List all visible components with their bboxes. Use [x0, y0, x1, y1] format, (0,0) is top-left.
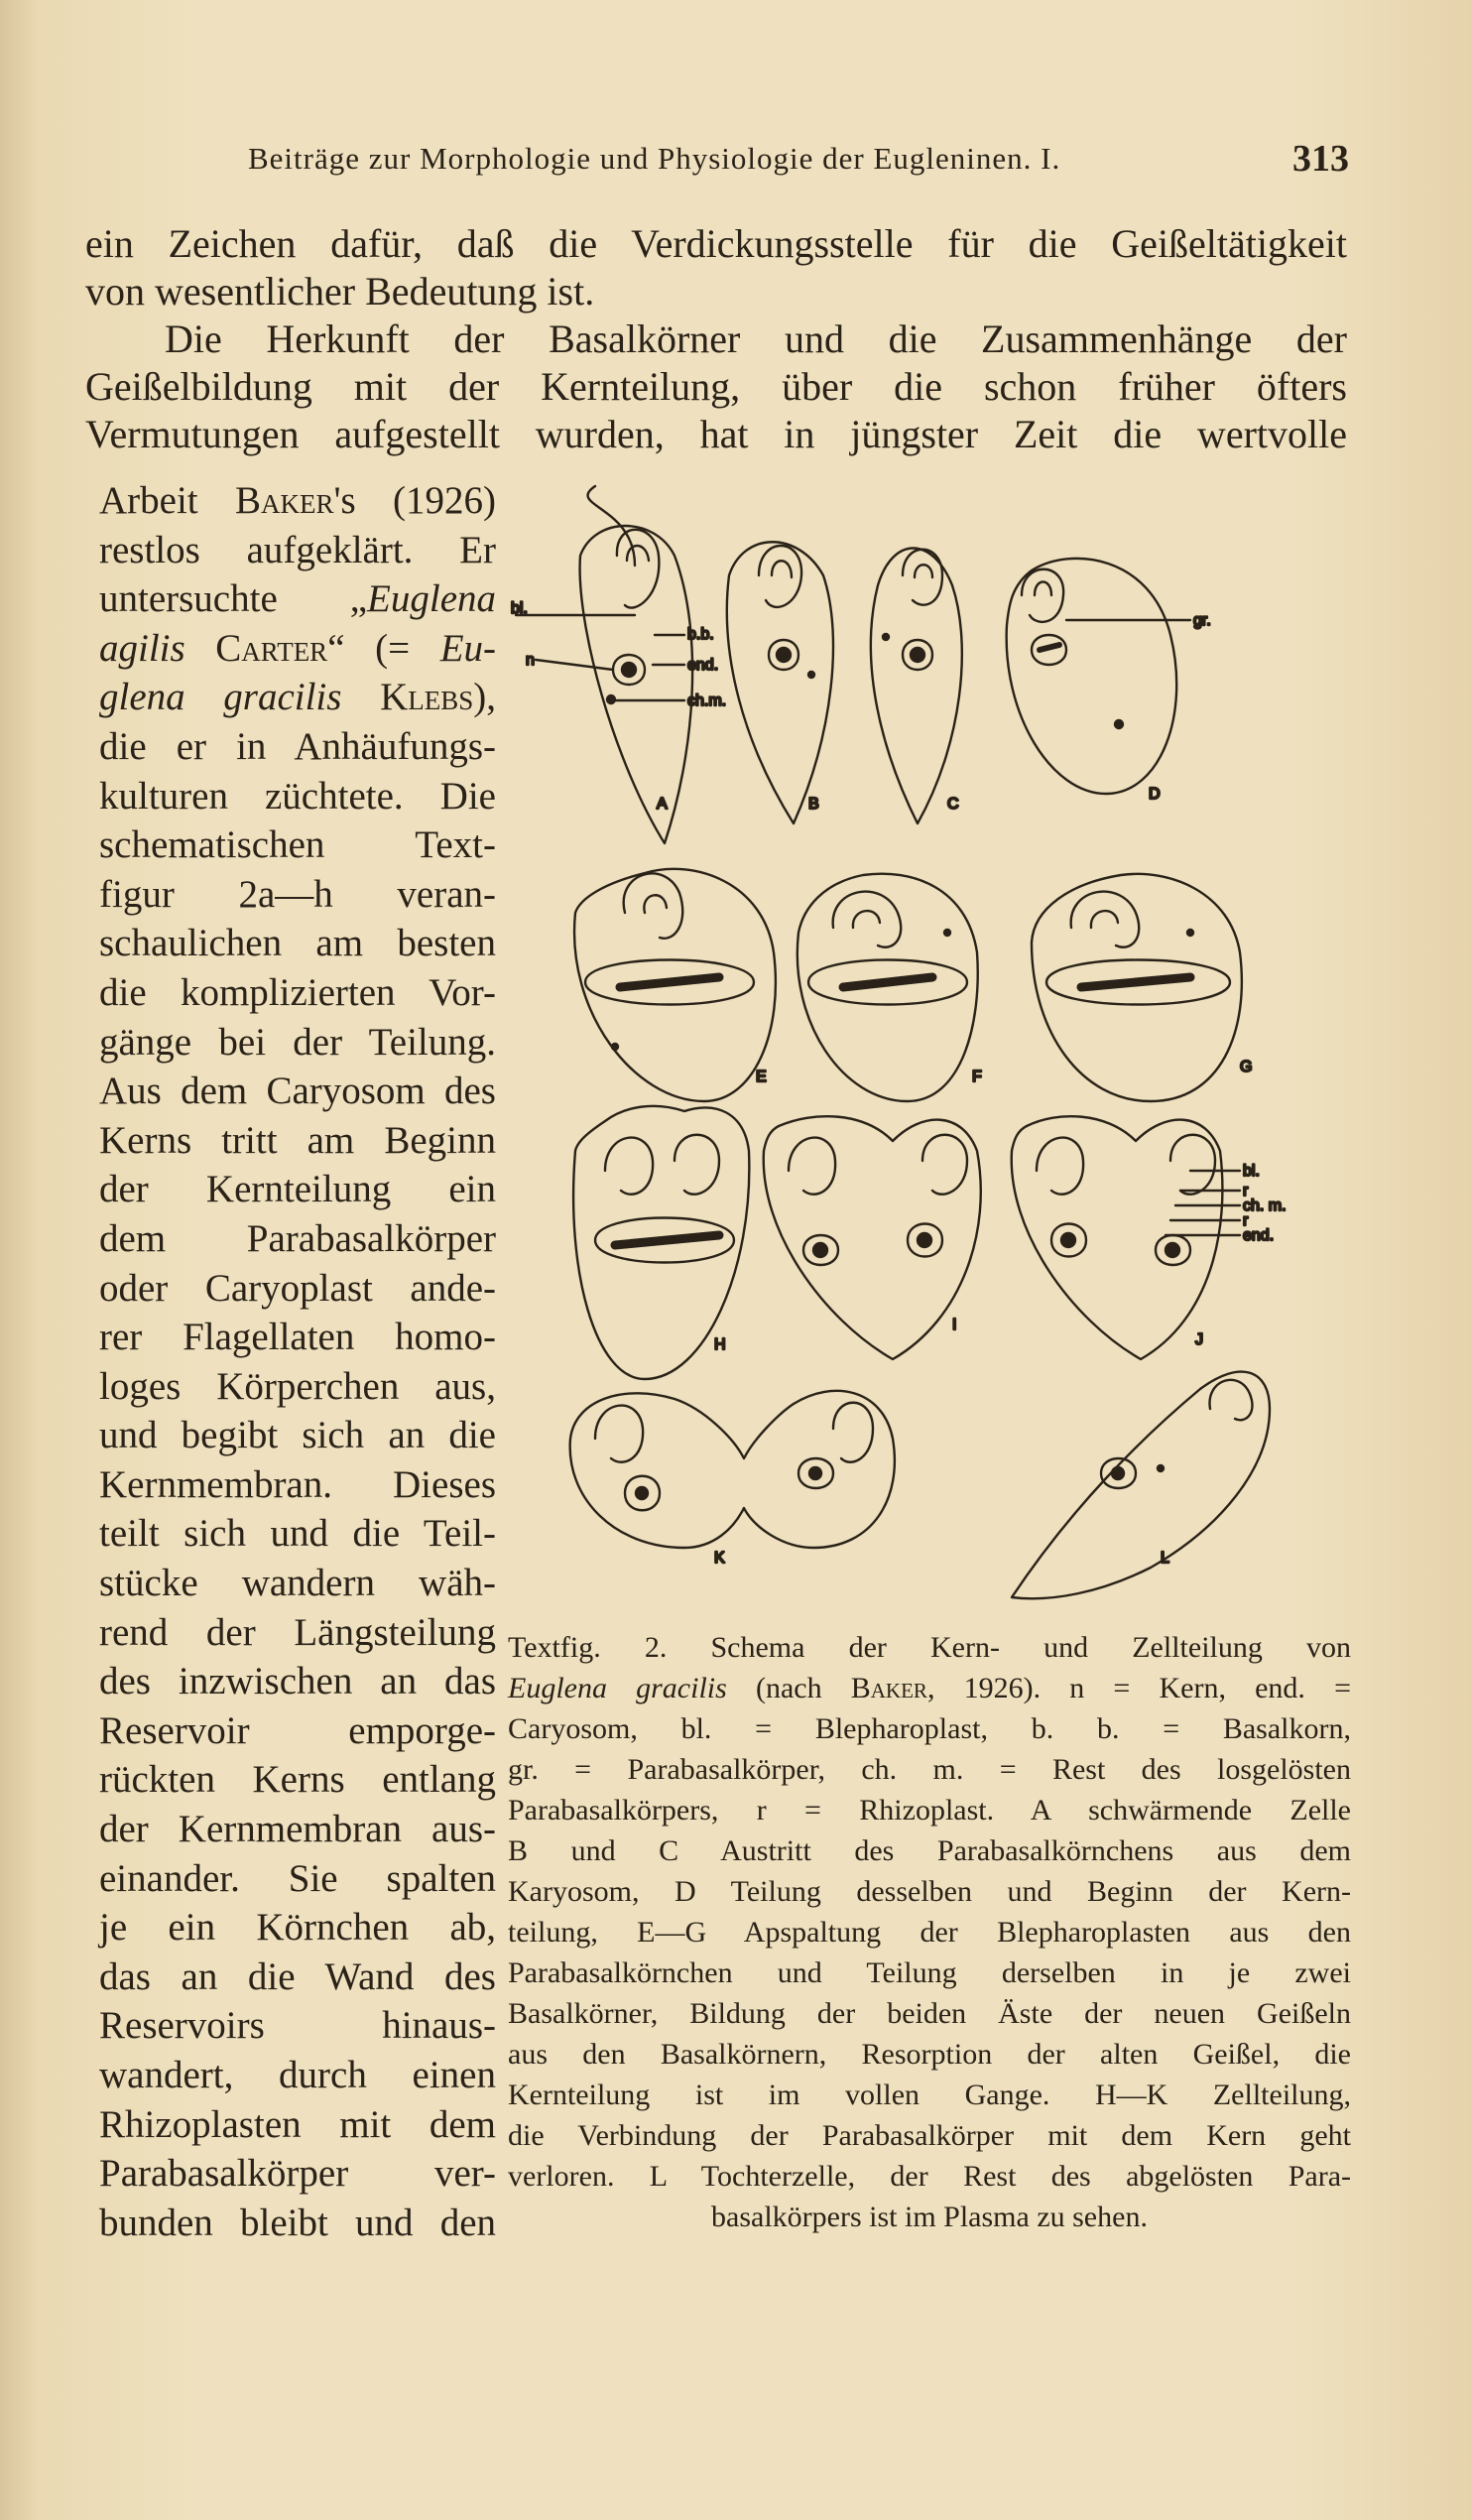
cell-c: [871, 549, 962, 824]
caption-line: Kernteilung ist im vollen Gange. H—K Zellteilung,: [508, 2079, 1351, 2111]
label-j: J: [1195, 1331, 1203, 1348]
text-line: Aus dem Caryosom des: [99, 1070, 496, 1113]
cell-k: [570, 1391, 895, 1548]
text-line: agilis Carter“ (= Eu-: [99, 626, 497, 670]
label-chm-j: ch. m.: [1243, 1197, 1287, 1214]
label-f: F: [972, 1069, 982, 1085]
body-text-top: [85, 220, 1347, 458]
text-line: die er in Anhäufungs-: [99, 724, 496, 768]
text-line: teilt sich und die Teil-: [99, 1512, 496, 1556]
caption-line: Textfig. 2. Schema der Kern- und Zellteilung von: [508, 1631, 1351, 1664]
text-line: Vermutungen aufgestellt wurden, hat in jüngster Zeit die wertvolle: [85, 412, 1347, 456]
page-number: 313: [1292, 138, 1349, 180]
label-c: C: [947, 796, 959, 813]
text-line: Parabasalkörper ver-: [99, 2152, 496, 2196]
text-line: glena gracilis Klebs),: [99, 676, 496, 719]
cell-a: [516, 486, 692, 843]
label-b: B: [808, 796, 819, 813]
label-chm: ch.m.: [687, 693, 727, 709]
text-line: einander. Sie spalten: [99, 1856, 496, 1900]
text-line: untersuchte „Euglena: [99, 577, 496, 621]
text-line: rend der Längsteilung: [99, 1610, 496, 1654]
text-line: restlos aufgeklärt. Er: [99, 528, 496, 571]
caption-line: aus den Basalkörnern, Resorption der alten Geißel, die: [508, 2038, 1351, 2071]
label-bl-j: bl.: [1243, 1163, 1260, 1180]
cell-f: [797, 874, 978, 1101]
caption-line: gr. = Parabasalkörper, ch. m. = Rest des losgelösten: [508, 1753, 1351, 1786]
label-g: G: [1240, 1059, 1253, 1075]
text-line: gänge bei der Teilung.: [99, 1020, 496, 1064]
text-line: je ein Körnchen ab,: [99, 1906, 496, 1950]
text-line: die komplizierten Vor-: [99, 970, 496, 1014]
label-h: H: [714, 1336, 726, 1353]
label-n: n: [526, 652, 535, 669]
text-line: Arbeit Baker's (1926): [99, 479, 496, 522]
caption-line: Parabasalkörpers, r = Rhizoplast. A schwärmende Zelle: [508, 1794, 1351, 1827]
caption-line: Parabasalkörnchen und Teilung derselben in je zwei: [508, 1956, 1351, 1989]
label-r2-j: r: [1243, 1212, 1249, 1229]
caption-line: teilung, E—G Apspaltung der Blepharoplasten aus den: [508, 1916, 1351, 1949]
text-line: oder Caryoplast ande-: [99, 1266, 496, 1310]
textfigure-2: [511, 516, 1349, 1617]
text-line: kulturen züchtete. Die: [99, 774, 496, 818]
text-line: dem Parabasalkörper: [99, 1216, 496, 1260]
text-line: und begibt sich an die: [99, 1414, 496, 1457]
cell-j: [1012, 1116, 1240, 1359]
text-line: des inzwischen an das: [99, 1660, 496, 1703]
label-r-j: r: [1243, 1183, 1249, 1199]
text-line: rückten Kerns entlang: [99, 1758, 496, 1802]
label-i: I: [952, 1317, 957, 1333]
cell-e: [574, 869, 776, 1101]
text-line: bunden bleibt und den: [99, 2201, 496, 2244]
text-line: der Kernteilung ein: [99, 1168, 496, 1211]
text-line: schaulichen am besten: [99, 922, 496, 965]
label-d: D: [1149, 786, 1161, 803]
caption-line: Karyosom, D Teilung desselben und Beginn der Kern-: [508, 1875, 1351, 1908]
text-line: Rhizoplasten mit dem: [99, 2102, 496, 2146]
cell-g: [1032, 874, 1242, 1101]
text-line: das an die Wand des: [99, 1954, 496, 1998]
text-line: Reservoirs hinaus-: [99, 2004, 496, 2048]
label-k: K: [714, 1550, 725, 1567]
cell-division-diagram: [511, 516, 1349, 1617]
label-a: A: [657, 796, 668, 813]
caption-line: basalkörpers ist im Plasma zu sehen.: [711, 2201, 1148, 2233]
label-e: E: [756, 1069, 767, 1085]
cell-l: [1012, 1372, 1270, 1599]
label-gr: gr.: [1193, 612, 1211, 629]
text-line: rer Flagellaten homo-: [99, 1316, 496, 1359]
text-line: schematischen Text-: [99, 823, 496, 867]
text-line: Die Herkunft der Basalkörner und die Zusammenhänge der: [165, 316, 1347, 361]
caption-line: Euglena gracilis (nach Baker, 1926). n = Kern, end. =: [508, 1672, 1351, 1704]
label-end-j: end.: [1243, 1227, 1275, 1244]
text-line: loges Körperchen aus,: [99, 1364, 496, 1408]
text-line: ein Zeichen dafür, daß die Verdickungsstelle für die Geißeltätigkeit: [85, 221, 1347, 266]
label-bl: bl.: [511, 600, 528, 617]
cell-i: [764, 1116, 981, 1359]
text-line: wandert, durch einen: [99, 2054, 496, 2096]
label-l: L: [1161, 1550, 1169, 1567]
text-line: der Kernmembran aus-: [99, 1808, 496, 1851]
caption-line: Basalkörner, Bildung der beiden Äste der neuen Geißeln: [508, 1997, 1351, 2030]
text-line: Kerns tritt am Beginn: [99, 1118, 496, 1162]
text-line: Geißelbildung mit der Kernteilung, über die schon früher öfters: [85, 364, 1347, 409]
body-text-column: [99, 476, 496, 2247]
caption-line: Caryosom, bl. = Blepharoplast, b. b. = Basalkorn,: [508, 1712, 1351, 1745]
cell-b: [727, 542, 833, 823]
text-line: Reservoir emporge-: [99, 1708, 496, 1752]
running-title: Beiträge zur Morphologie und Physiologie der Eugleninen. I.: [248, 141, 1061, 176]
text-line: stücke wandern wäh-: [99, 1562, 496, 1605]
label-end: end.: [687, 657, 719, 674]
label-bb: b.b.: [687, 626, 714, 643]
running-header: [248, 138, 1349, 190]
caption-line: B und C Austritt des Parabasalkörnchens aus dem: [508, 1834, 1351, 1867]
cell-d: [1007, 559, 1190, 794]
caption-line: verloren. L Tochterzelle, der Rest des abgelösten Para-: [508, 2160, 1351, 2193]
text-line: figur 2a—h veran-: [99, 872, 496, 916]
figure-caption: [508, 1627, 1351, 2237]
caption-line: die Verbindung der Parabasalkörper mit dem Kern geht: [508, 2119, 1351, 2152]
text-line: Kernmembran. Dieses: [99, 1462, 496, 1506]
text-line: von wesentlicher Bedeutung ist.: [85, 269, 595, 314]
